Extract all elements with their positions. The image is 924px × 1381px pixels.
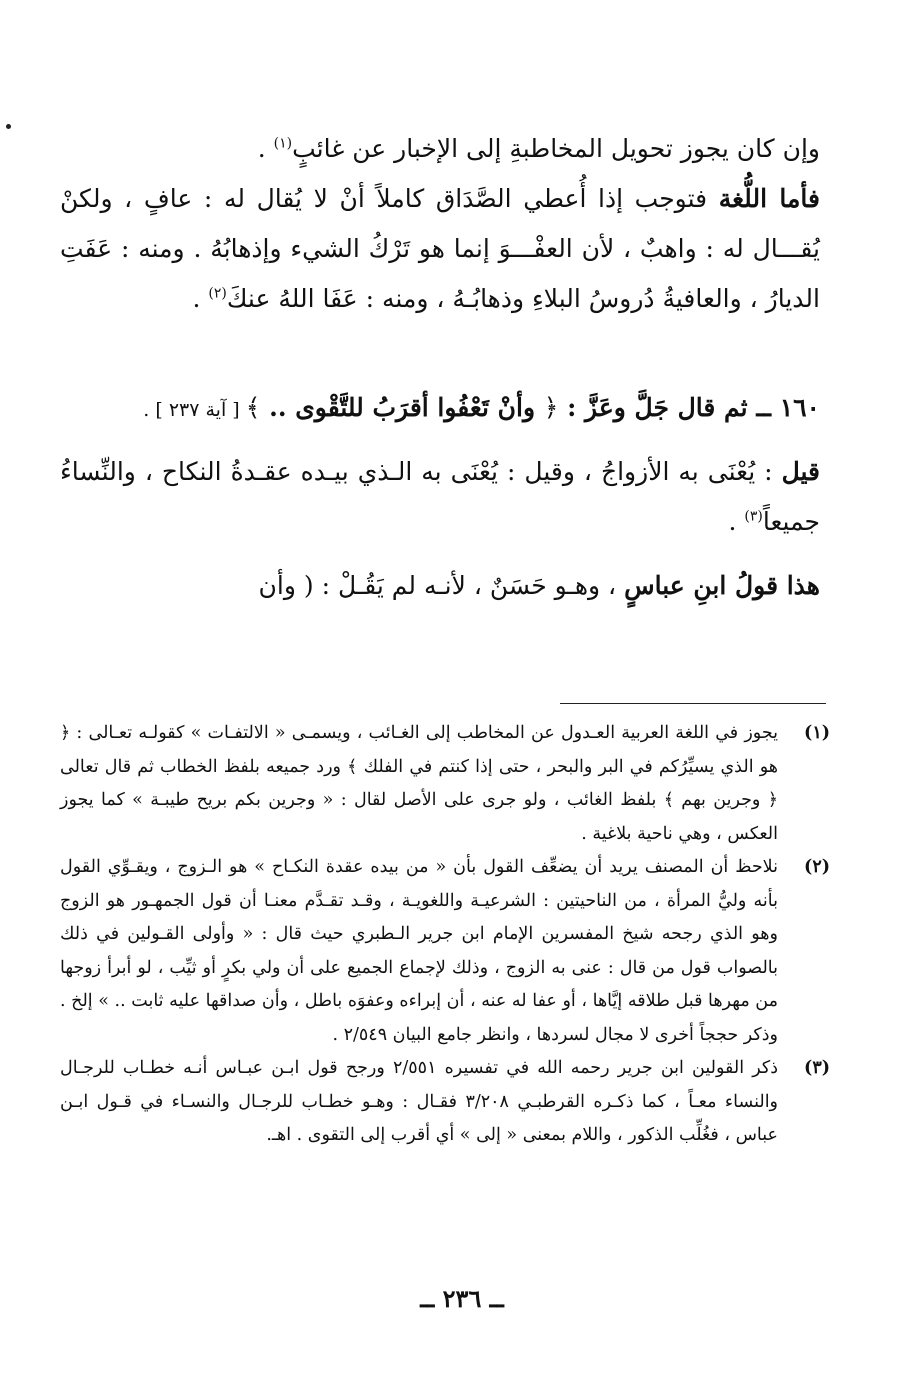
main-text xyxy=(60,124,820,174)
page-number: ــ ٢٣٦ ــ xyxy=(420,1284,504,1313)
paragraph-2-block xyxy=(60,174,820,324)
paragraph-4-block xyxy=(60,447,820,547)
footnote-ref-2[interactable]: (٢) xyxy=(208,285,227,302)
footnote-separator xyxy=(560,703,826,704)
footnote-text: نلاحظ أن المصنف يريد أن يضعِّف القول بأن « من بيده عقدة النكـاح » هو الـزوج ، ويقـوِّي القول بأنه وليُّ المرأة ، من الناحيتين : الشرعيـة واللغويـة ، وقـد تقـدَّم معنـا أن قول الجمهـور هو الزوج وهو الذي رجحه شيخ المفسرين الإمام ابن جرير الـطبري حيث قال : « وأولى القـولين في ذلك بالصواب قول من قال : عنى به الزوج ، وذلك لإجماع الجميع على أن ولي بكرٍ أو ثيِّب ، لو أبرأ زوجها من مهرها قبل طلاقه إيَّاها ، أو عفا له عنه ، أن إبراءه وعفوَه باطل ، وأن صداقها عليه ثابت .. » إلخ . وذكر حججاً أخرى لا مجال لسردها ، وانظر جامع البيان ٢/٥٤٩ . xyxy=(60,857,778,1045)
paragraph-4 xyxy=(60,447,820,547)
footnote-2 xyxy=(60,851,830,1052)
footnote-1 xyxy=(60,717,830,851)
footnote-text: ذكر القولين ابن جرير رحمه الله في تفسيره ٢/٥٥١ ورجح قول ابـن عبـاس أنـه خطـاب للرجـال والنساء معـاً ، كما ذكـره القرطبـي ٣/٢٠٨ فقـال : وهـو خطـاب للرجـال والنسـاء في قـول ابـن عباس ، فغُلِّب الذكور ، واللام بمعنى « إلى » أي أقرب إلى التقوى . اهـ. xyxy=(60,1058,779,1145)
section-number: ١٦٠ ــ xyxy=(756,393,820,422)
footnote-3 xyxy=(60,1052,830,1153)
ayah-reference: [ آية ٢٣٧ ] . xyxy=(143,399,246,421)
footnotes xyxy=(60,717,830,1153)
paragraph-5-lead: هذا قولُ ابنِ عباسٍ xyxy=(624,571,820,600)
section-160-line xyxy=(54,383,820,435)
footnote-label: (٣) xyxy=(804,1058,830,1078)
paragraph-1 xyxy=(60,124,820,174)
quran-verse: وأنْ تَعْفُوا أقرَبُ للتَّقْوى .. xyxy=(260,393,544,422)
paragraph-5 xyxy=(60,561,820,611)
footnote-label: (١) xyxy=(804,723,830,743)
paragraph-2-end: . xyxy=(192,284,209,313)
footnote-text: يجوز في اللغة العربية العـدول عن المخاطب إلى الغـائب ، ويسمـى « الالتفـات » كقولـه تعـالى : ﴿ هو الذي يسيِّرُكم في البر والبحر ، حتى إذا كنتم في الفلك ﴾ ورد جميعه بلفظ الخطاب ثم قال تعالى ﴿ وجرين بهم ﴾ بلفظ الغائب ، ولو جرى على الأصل لقال : « وجرين بكم بريح طيبـة » كما يجوز العكس ، وهي ناحية بلاغية . xyxy=(60,723,778,844)
footnote-ref-1[interactable]: (١) xyxy=(273,135,293,152)
footnote-ref-3[interactable]: (٣) xyxy=(744,508,763,525)
paragraph-2-lead: فأما اللُّغة xyxy=(718,184,820,213)
paragraph-4-lead: قيل xyxy=(781,457,820,486)
paragraph-4-text: : يُعْنَى به الأزواجُ ، وقيل : يُعْنَى به الـذي بيـده عقـدةُ النكاح ، والنِّساءُ جميعاً xyxy=(60,457,820,536)
paragraph-2 xyxy=(60,174,820,324)
paragraph-1-text: وإن كان يجوز تحويل المخاطبةِ إلى الإخبار عن غائبٍ xyxy=(292,134,820,163)
quran-bracket-close: ﴾ xyxy=(245,393,261,422)
paragraph-5-block xyxy=(60,561,820,611)
scan-mark xyxy=(6,124,11,129)
paragraph-4-end: . xyxy=(728,507,745,536)
paragraph-5-text: ، وهـو حَسَنٌ ، لأنـه لم يَقُـلْ : ( وأن xyxy=(258,571,625,600)
section-160 xyxy=(54,383,820,435)
paragraph-1-end: . xyxy=(257,134,274,163)
quran-bracket-open: ﴿ xyxy=(543,393,559,422)
footnote-label: (٢) xyxy=(804,857,830,877)
section-lead: ثم قال جَلَّ وعَزَّ : xyxy=(558,393,757,422)
paragraph-2-text: فتوجب إذا أُعطي الصَّدَاق كاملاً أنْ لا يُقال له : عافٍ ، ولكنْ يُقـــال له : واهبٌ ، لأن العفْـــوَ إنما هو تَرْكُ الشيء وإذهابُهُ . ومنه : عَفَتِ الديارُ ، والعافيةُ دُروسُ البلاءِ وذهابُـهُ ، ومنه : عَفَا اللهُ عنكَ xyxy=(60,184,820,313)
